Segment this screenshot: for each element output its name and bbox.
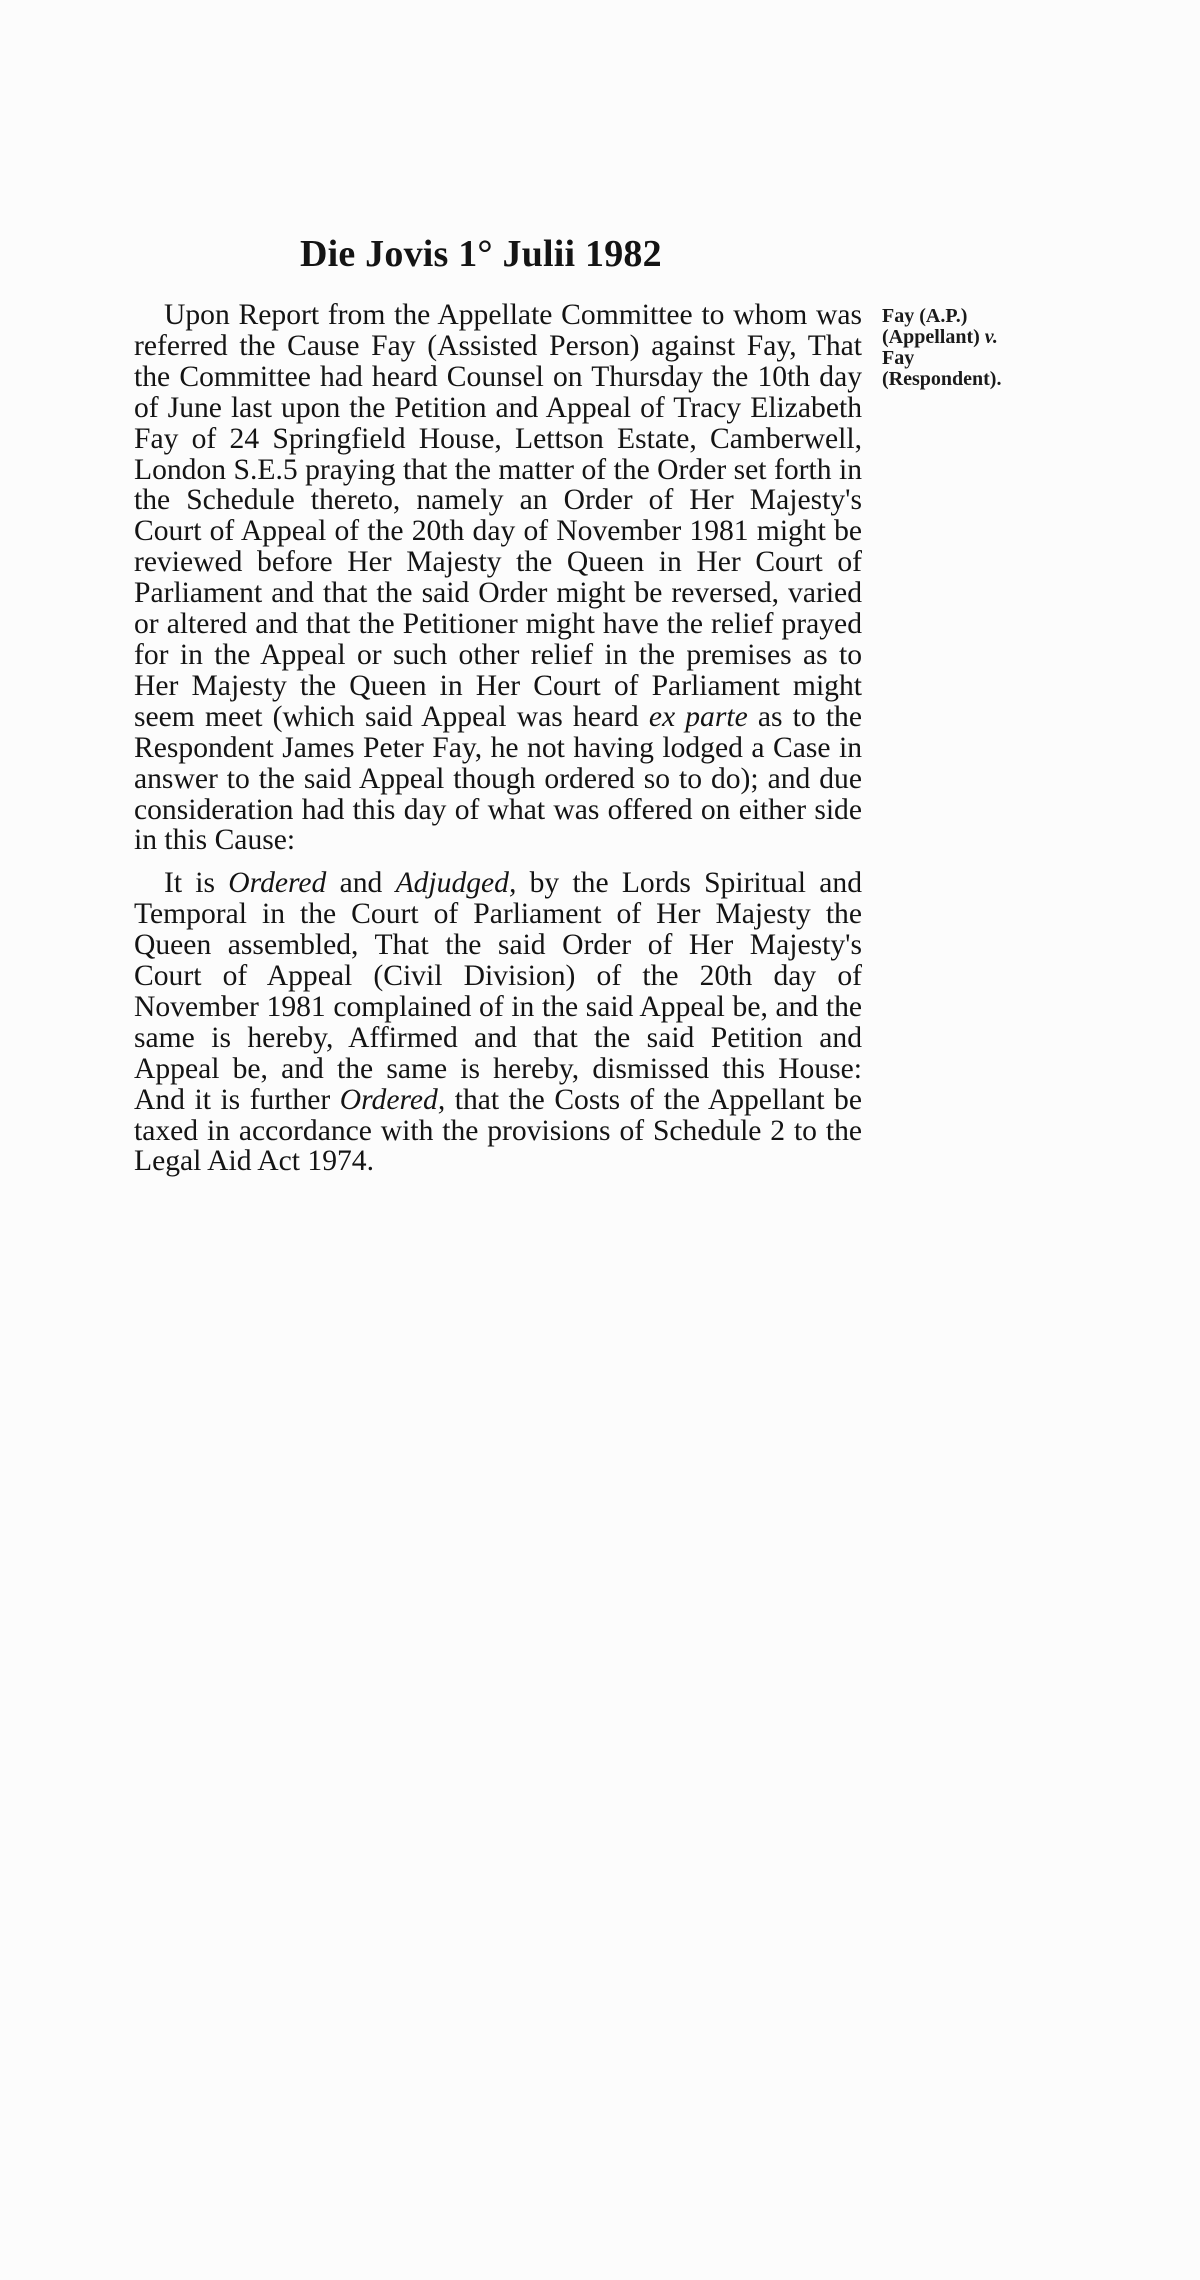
order-text-a: It is (164, 867, 229, 900)
ex-parte-italic: ex parte (648, 700, 748, 733)
judgment-body (134, 300, 862, 1177)
date-heading: Die Jovis 1° Julii 1982 (300, 233, 662, 275)
ordered-italic-2: Ordered, (339, 1083, 446, 1116)
margin-note-versus: v. (984, 326, 998, 348)
adjudged-italic: Adjudged, (395, 867, 517, 900)
case-margin-note (882, 306, 1082, 390)
margin-note-appellant: (Appellant) (882, 326, 985, 348)
margin-note-line-2 (882, 327, 1082, 348)
paragraph-report (134, 300, 862, 856)
paragraph-report-text: Upon Report from the Appellate Committee to whom was referred the Cause Fay (Assisted Person) against Fay, That the Committee had heard Counsel on Thursday the 10th day of June last upon the Petition and Appeal of Tracy Elizabeth Fay of 24 Springfield House, Lettson Estate, Camberwell, London S.E.5 praying that the matter of the Order set forth in the Schedule thereto, namely an Order of Her Majesty's Court of Appeal of the 20th day of November 1981 might be reviewed before Her Majesty the Queen in Her Court of Parliament and that the said Order might be reversed, varied or altered and that the Petitioner might have the relief prayed for in the Appeal or such other relief in the premises as to Her Majesty the Queen in Her Court of Parliament might seem meet (which said Appeal was heard (134, 299, 862, 733)
margin-note-line-1: Fay (A.P.) (882, 305, 968, 327)
order-text-b: and (326, 867, 396, 900)
paragraph-order (134, 868, 862, 1177)
margin-note-line-3: Fay (882, 347, 915, 369)
ordered-italic: Ordered (228, 867, 327, 900)
margin-note-line-4: (Respondent). (882, 368, 1002, 390)
paragraph-report-end: as to the Respondent James Peter Fay, he not having lodged a Case in answer to the said Appeal though ordered so to do); and due consideration had this day of what was offered on either side in this Cause: (134, 700, 862, 857)
order-text-d: that the Costs of the Appellant be taxed in accordance with the provisions of Schedule 2 to the Legal Aid Act 1974. (134, 1083, 862, 1178)
order-text-c: by the Lords Spiritual and Temporal in the Court of Parliament of Her Majesty the Queen assembled, That the said Order of Her Majesty's Court of Appeal (Civil Division) of the 20th day of November 1981 complained of in the said Appeal be, and the same is hereby, Affirmed and that the said Petition and Appeal be, and the same is hereby, dismissed this House: And it is further (134, 867, 862, 1116)
